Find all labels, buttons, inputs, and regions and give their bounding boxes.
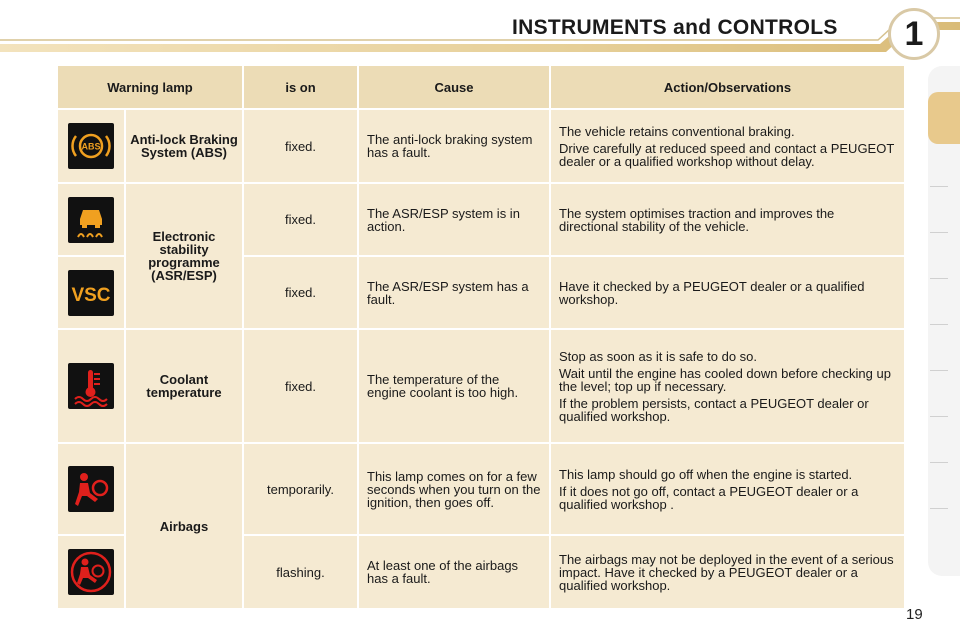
table-row bbox=[57, 109, 905, 183]
coolant-temperature-icon bbox=[68, 363, 114, 409]
lamp-state: temporarily. bbox=[243, 443, 358, 535]
lamp-cause: The temperature of the engine coolant is too high. bbox=[358, 329, 550, 443]
action-text: Drive carefully at reduced speed and contact a PEUGEOT dealer or a qualified workshop without delay. bbox=[559, 140, 895, 169]
lamp-cause: At least one of the airbags has a fault. bbox=[358, 535, 550, 609]
column-header-is-on: is on bbox=[243, 65, 358, 109]
tab-divider bbox=[930, 232, 948, 233]
column-header-action: Action/Observations bbox=[550, 65, 905, 109]
lamp-action bbox=[550, 109, 905, 183]
tab-divider bbox=[930, 324, 948, 325]
tab-divider bbox=[930, 508, 948, 509]
column-header-cause: Cause bbox=[358, 65, 550, 109]
lamp-state: fixed. bbox=[243, 256, 358, 329]
table-header-row bbox=[57, 65, 905, 109]
column-header-warning-lamp: Warning lamp bbox=[57, 65, 243, 109]
lamp-name: Airbags bbox=[125, 443, 243, 609]
tab-divider bbox=[930, 278, 948, 279]
action-text: Wait until the engine has cooled down before checking up the level; top up if necessary. bbox=[559, 365, 891, 394]
lamp-cause: The ASR/ESP system has a fault. bbox=[358, 256, 550, 329]
lamp-cell bbox=[57, 109, 125, 183]
svg-text:ABS: ABS bbox=[81, 141, 101, 152]
lamp-name: Coolant temperature bbox=[125, 329, 243, 443]
lamp-state: fixed. bbox=[243, 329, 358, 443]
skid-car-icon bbox=[68, 197, 114, 243]
action-text: Stop as soon as it is safe to do so. bbox=[559, 348, 758, 364]
table-row bbox=[57, 329, 905, 443]
lamp-action: The system optimises traction and improves the directional stability of the vehicle. bbox=[550, 183, 905, 256]
tab-divider bbox=[930, 416, 948, 417]
page-title: INSTRUMENTS and CONTROLS bbox=[512, 16, 838, 39]
svg-text:VSC: VSC bbox=[71, 284, 111, 306]
lamp-state: flashing. bbox=[243, 535, 358, 609]
lamp-cell bbox=[57, 183, 125, 256]
tab-divider bbox=[930, 186, 948, 187]
lamp-cell bbox=[57, 535, 125, 609]
action-text: The vehicle retains conventional braking. bbox=[559, 123, 795, 139]
warning-lamps-table bbox=[56, 64, 906, 610]
lamp-cause: The anti-lock braking system has a fault. bbox=[358, 109, 550, 183]
lamp-state: fixed. bbox=[243, 183, 358, 256]
table-row bbox=[57, 183, 905, 256]
action-text: If it does not go off, contact a PEUGEOT dealer or a qualified workshop . bbox=[559, 483, 859, 512]
active-chapter-tab[interactable] bbox=[928, 92, 960, 144]
lamp-action bbox=[550, 329, 905, 443]
airbag-icon bbox=[68, 549, 114, 595]
airbag-icon bbox=[68, 466, 114, 512]
lamp-state: fixed. bbox=[243, 109, 358, 183]
lamp-action: The airbags may not be deployed in the event of a serious impact. Have it checked by a PEUGEOT dealer or a qualified workshop. bbox=[550, 535, 905, 609]
page-number: 19 bbox=[906, 606, 923, 623]
lamp-name: Electronic stability programme (ASR/ESP) bbox=[125, 183, 243, 329]
vsc-icon bbox=[68, 270, 114, 316]
lamp-cell bbox=[57, 443, 125, 535]
lamp-cell bbox=[57, 329, 125, 443]
lamp-cell bbox=[57, 256, 125, 329]
chapter-number-badge: 1 bbox=[888, 8, 940, 60]
tab-divider bbox=[930, 370, 948, 371]
action-text: If the problem persists, contact a PEUGEOT dealer or qualified workshop. bbox=[559, 395, 869, 424]
lamp-cause: The ASR/ESP system is in action. bbox=[358, 183, 550, 256]
page-header bbox=[0, 0, 960, 62]
abs-warning-icon bbox=[68, 123, 114, 169]
tab-divider bbox=[930, 462, 948, 463]
lamp-cause: This lamp comes on for a few seconds when you turn on the ignition, then goes off. bbox=[358, 443, 550, 535]
table-row bbox=[57, 443, 905, 535]
lamp-action: Have it checked by a PEUGEOT dealer or a qualified workshop. bbox=[550, 256, 905, 329]
lamp-action bbox=[550, 443, 905, 535]
action-text: This lamp should go off when the engine is started. bbox=[559, 466, 853, 482]
lamp-name: Anti-lock Braking System (ABS) bbox=[125, 109, 243, 183]
